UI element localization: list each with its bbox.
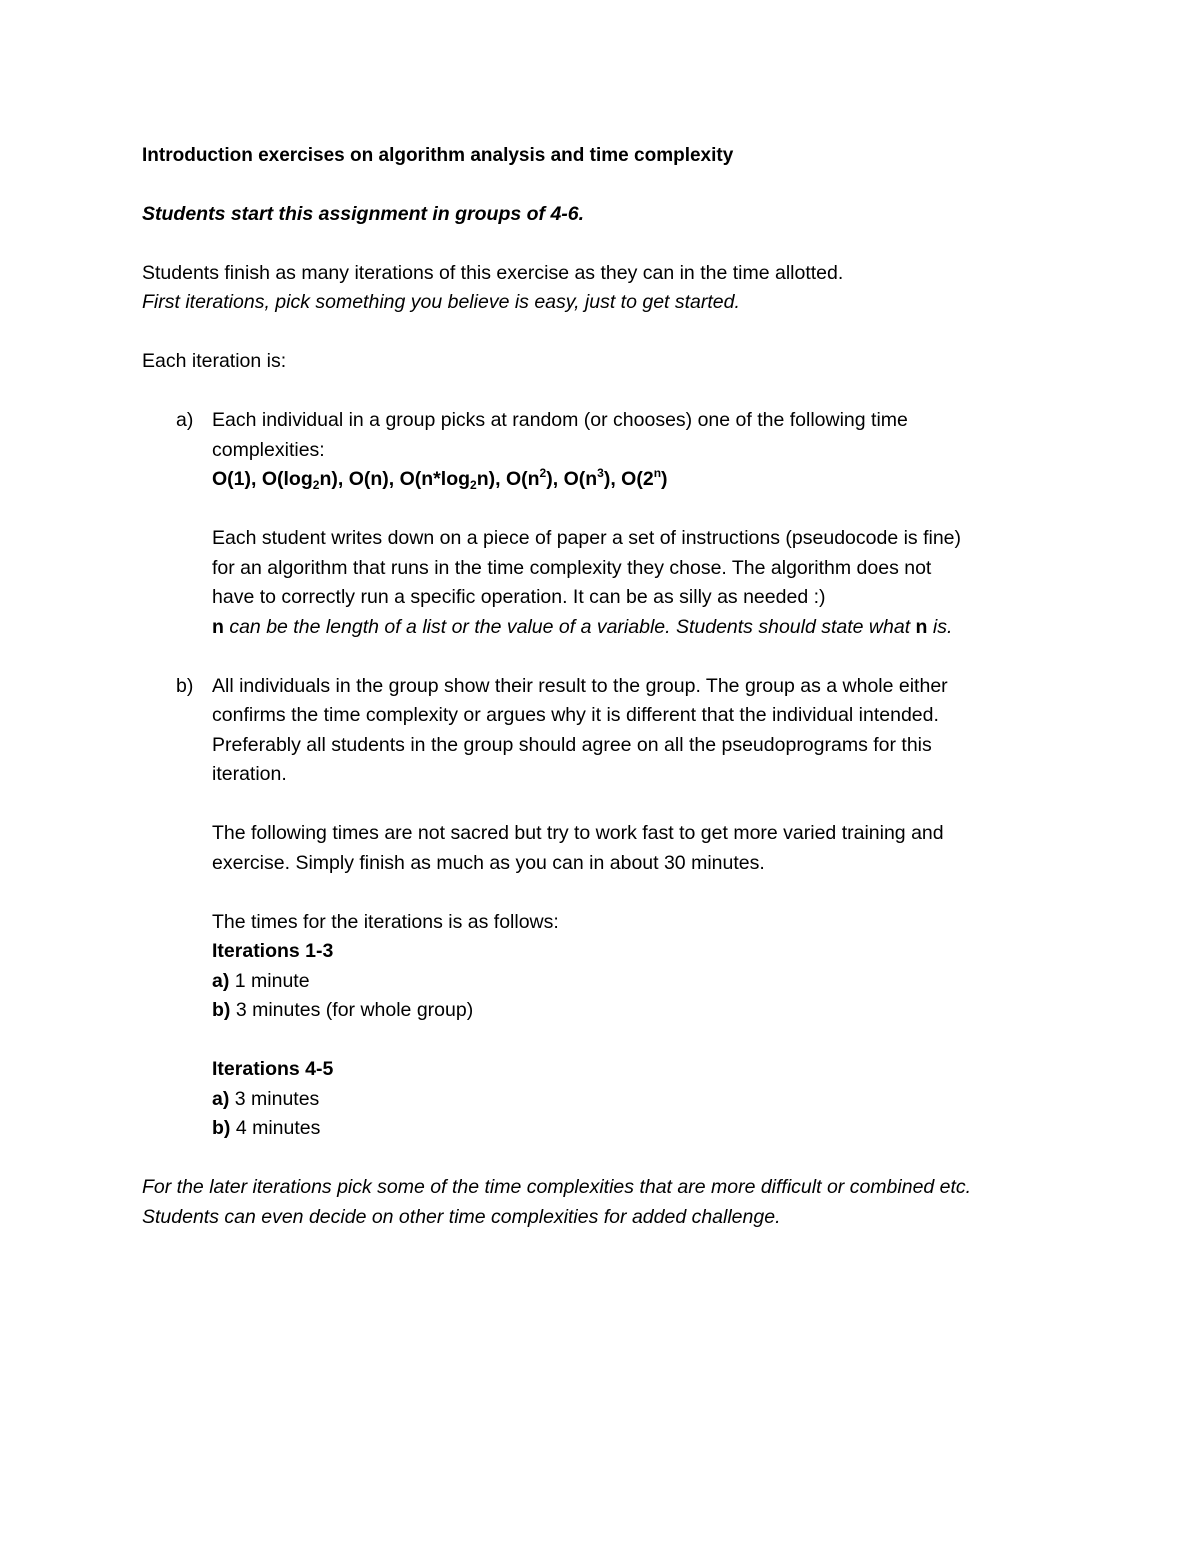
complexity-on2: $O(n^2)$ xyxy=(505,466,553,490)
intro-line-1: Students finish as many iterations of this exercise as they can in the time allotted. xyxy=(142,261,844,284)
spacer xyxy=(142,377,1072,407)
item-a-para-line-3: have to correctly run a specific operation. It can be as silly as needed :) xyxy=(212,586,826,608)
item-b-line-4: iteration. xyxy=(212,763,287,785)
iterations-4-5-a: a) 3 minutes xyxy=(212,1087,320,1110)
spacer xyxy=(212,878,1072,908)
item-a-line-1: Each individual in a group picks at random (or chooses) one of the following time xyxy=(212,409,908,431)
closing-line-1: For the later iterations pick some of the time complexities that are more difficult or combined etc. xyxy=(142,1176,972,1198)
iterations-4-5-heading: Iterations 4-5 xyxy=(212,1058,334,1080)
complexity-ologn: $O(\log_2n)$ xyxy=(261,468,338,492)
list-marker-b: b) xyxy=(176,674,194,697)
times-intro: The times for the iterations is as follows: xyxy=(212,910,559,933)
list-marker-a: a) xyxy=(176,409,194,431)
spacer xyxy=(142,642,1072,672)
each-iteration-label: Each iteration is: xyxy=(142,350,287,372)
times-line-2: exercise. Simply finish as much as you can in about 30 minutes. xyxy=(212,851,765,874)
iterations-1-3-a: a) 1 minute xyxy=(212,969,310,992)
item-a-line-2: complexities: xyxy=(212,438,325,461)
complexity-on3: $O(n^3)$ xyxy=(563,466,611,490)
complexity-list: O(1), $O(\log_2n)$, O(n), $O(n*\log_2n)$, $O(n^2)$, $O(n^3)$, O(2$^n$) xyxy=(212,466,668,492)
item-b-line-3: Preferably all students in the group should agree on all the pseudoprograms for this xyxy=(212,733,932,756)
spacer xyxy=(142,229,1072,259)
iterations-1-3-heading: Iterations 1-3 xyxy=(212,940,334,962)
spacer xyxy=(212,495,1072,525)
spacer xyxy=(142,318,1072,348)
intro-line-2: First iterations, pick something you believe is easy, just to get started. xyxy=(142,291,740,313)
spacer xyxy=(212,790,1072,820)
complexity-onlogn: $O(n*\log_2n)$ xyxy=(399,468,496,492)
list-item-b xyxy=(142,672,1072,1144)
document-title: Introduction exercises on algorithm analysis and time complexity xyxy=(142,145,734,166)
complexity-o2n: O(2$^n$) xyxy=(621,466,668,490)
iterations-1-3-b: b) 3 minutes (for whole group) xyxy=(212,999,474,1021)
spacer xyxy=(142,1144,1072,1174)
document-subtitle: Students start this assignment in groups of 4-6. xyxy=(142,202,585,225)
closing-line-2: Students can even decide on other time complexities for added challenge. xyxy=(142,1205,781,1228)
times-line-1: The following times are not sacred but try to work fast to get more varied training and xyxy=(212,822,944,844)
n-note: n can be the length of a list or the value of a variable. Students should state what n is. xyxy=(212,615,953,638)
complexity-o1: O(1) xyxy=(212,468,251,490)
iterations-4-5-b: b) 4 minutes xyxy=(212,1117,321,1139)
document-content xyxy=(142,141,1072,1232)
spacer xyxy=(212,1026,1072,1056)
item-b-line-2: confirms the time complexity or argues why it is different that the individual intended. xyxy=(212,704,939,726)
list-item-a xyxy=(142,406,1072,642)
item-a-para-line-1: Each student writes down on a piece of paper a set of instructions (pseudocode is fine) xyxy=(212,527,962,549)
complexity-on: O(n) xyxy=(348,468,389,490)
item-b-line-1: All individuals in the group show their result to the group. The group as a whole either xyxy=(212,674,948,697)
item-a-para-line-2: for an algorithm that runs in the time complexity they chose. The algorithm does not xyxy=(212,556,932,579)
